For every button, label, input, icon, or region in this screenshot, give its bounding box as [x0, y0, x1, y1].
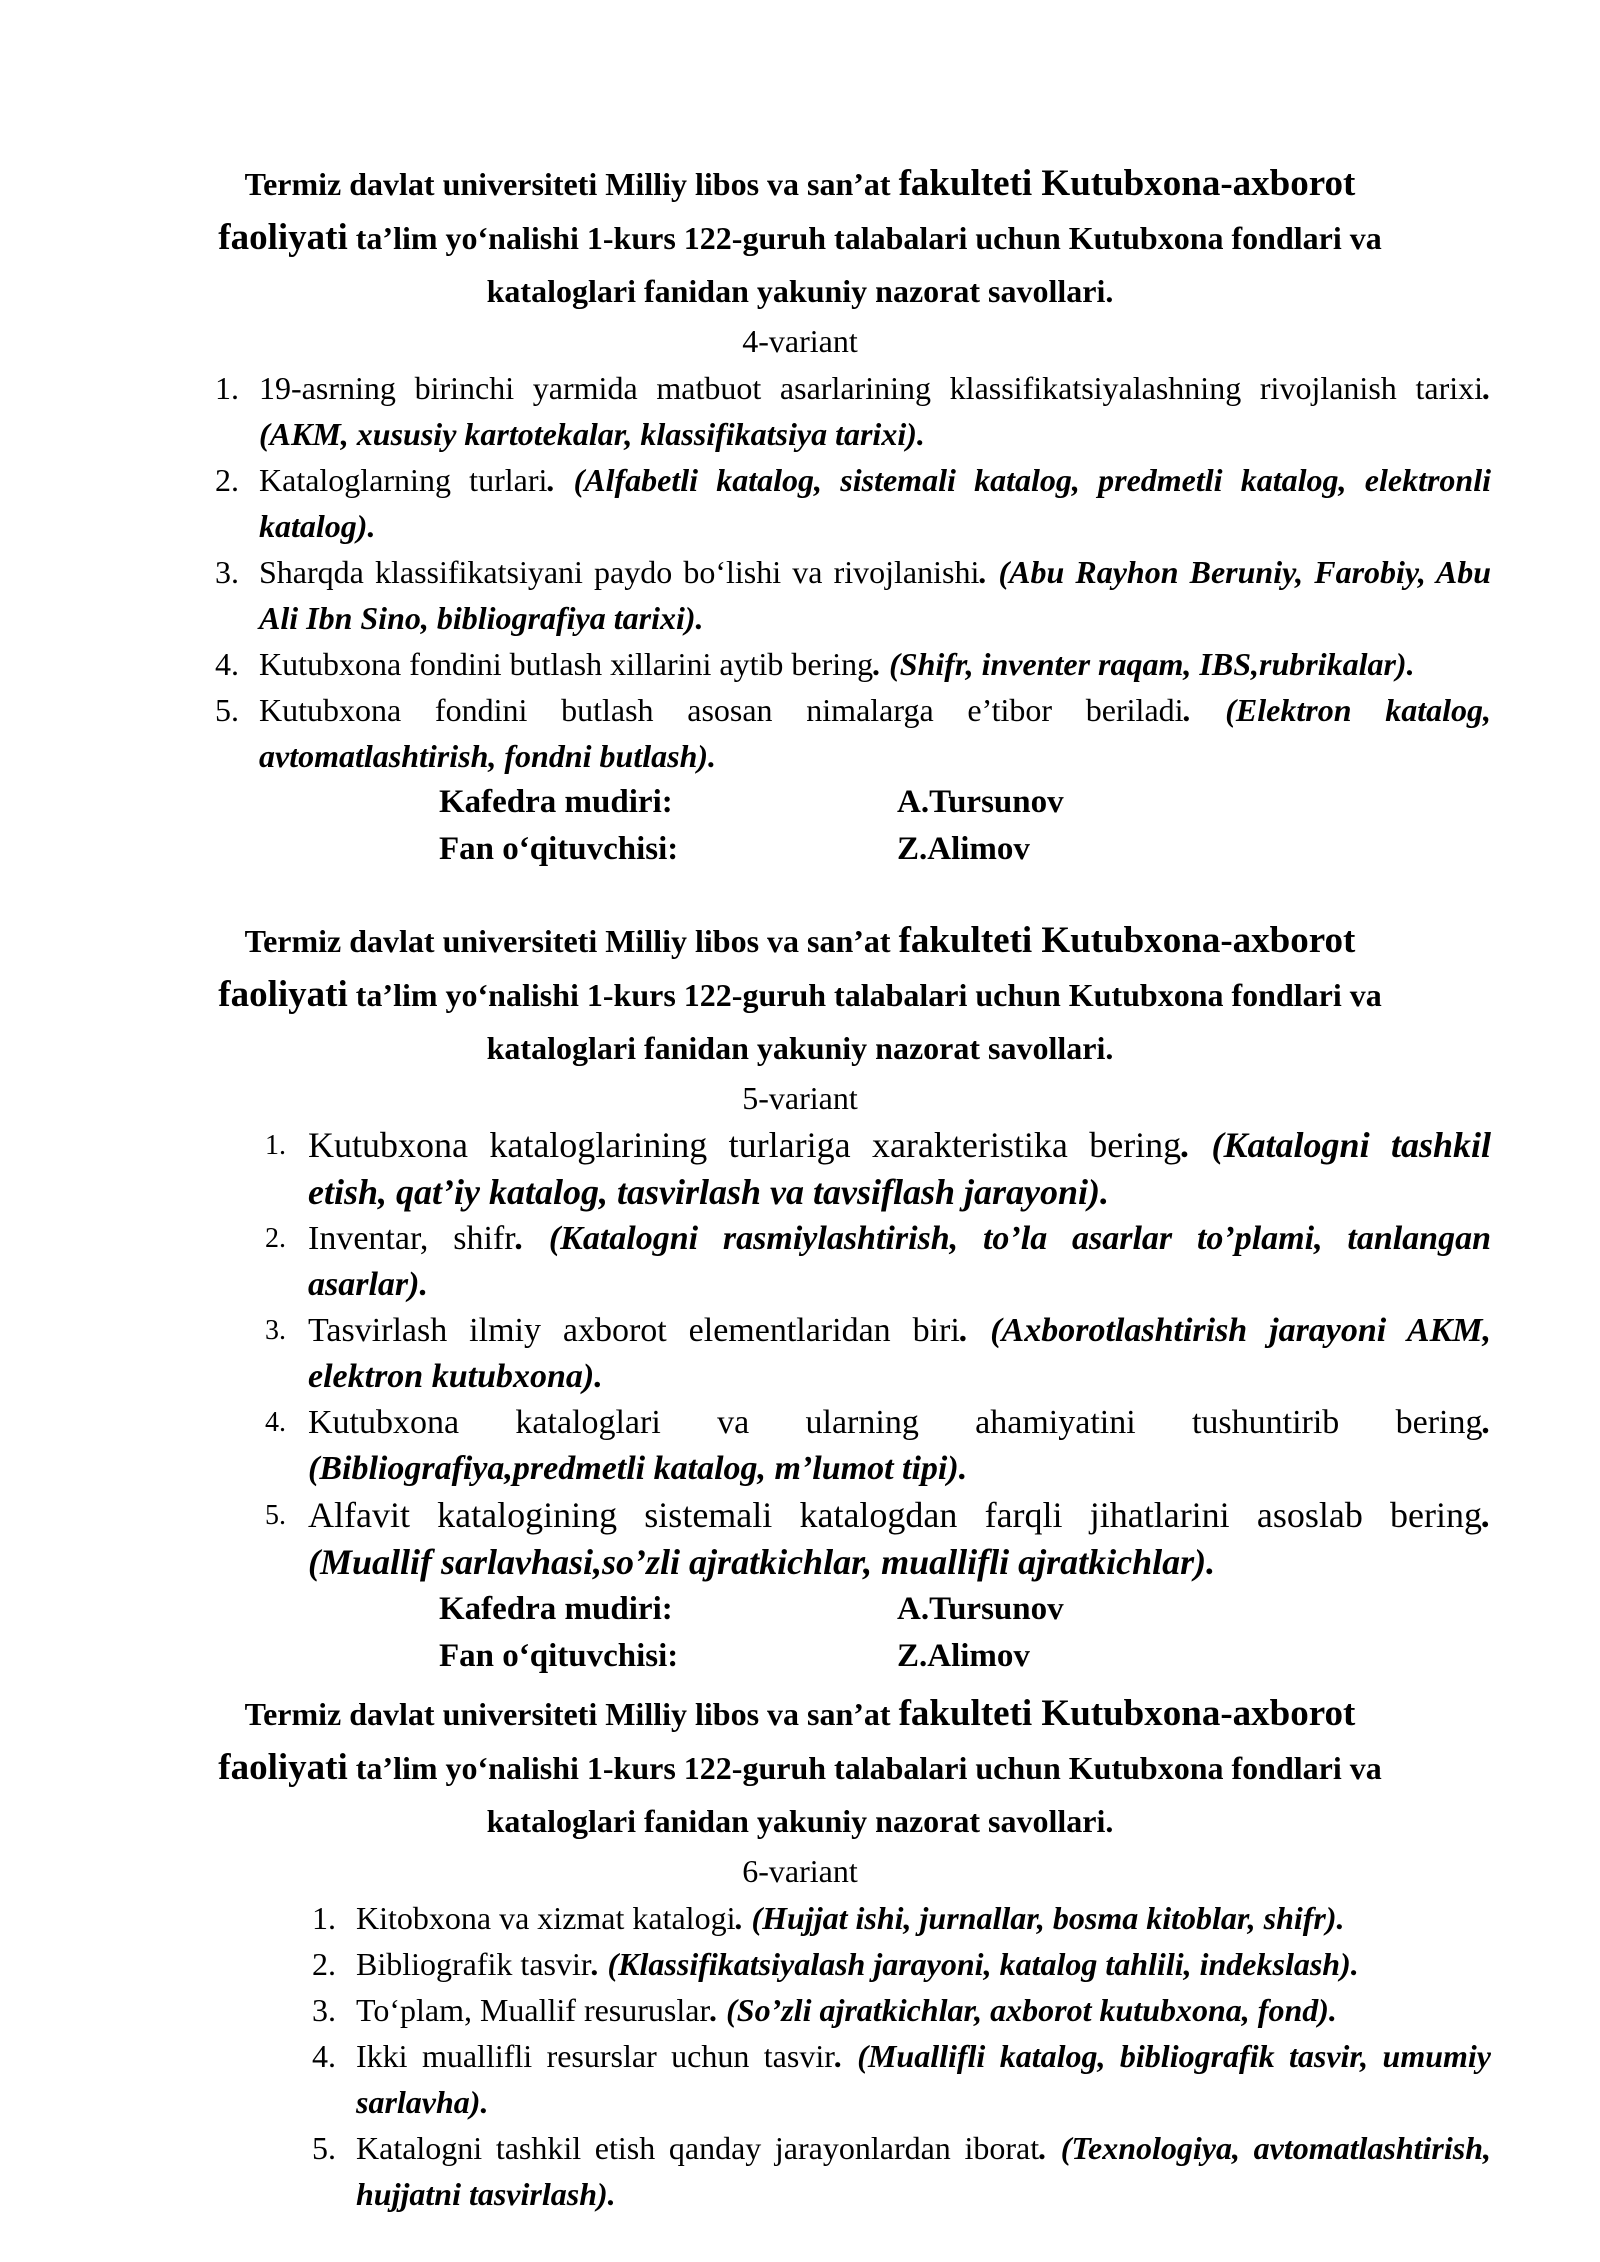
heading-text: ta’lim yo‘nalishi 1-kurs 122-guruh talabalari uchun Kutubxona fondlari va: [347, 977, 1382, 1013]
variant-label: 6-variant: [742, 1853, 858, 1889]
heading-text: kataloglari fanidan yakuniy nazorat savollari.: [486, 273, 1114, 309]
question-hint: . (Muallif sarlavhasi,so’zli ajratkichlar, muallifli ajratkichlar).: [308, 1495, 1491, 1582]
question-item: [215, 365, 1491, 457]
section-heading: [100, 1687, 1500, 1848]
question-list: [0, 1122, 1600, 1586]
question-number: 1.: [265, 1130, 286, 1161]
question-text: Kutubxona kataloglari va ularning ahamiyatini tushuntirib bering: [308, 1404, 1483, 1441]
question-hint: . (Shifr, inventer raqam, IBS,rubrikalar).: [873, 646, 1415, 682]
question-text: Kutubxona fondini butlash asosan nimalarga e’tibor beriladi: [259, 692, 1184, 728]
heading-text-large: fakulteti Kutubxona-axborot: [898, 920, 1356, 961]
question-number: 2.: [265, 1223, 286, 1254]
variant-label: 5-variant: [742, 1080, 858, 1116]
heading-text: kataloglari fanidan yakuniy nazorat savollari.: [486, 1803, 1114, 1839]
question-item: [265, 1492, 1491, 1586]
question-hint: . (Klassifikatsiyalash jarayoni, katalog tahlili, indekslash).: [591, 1946, 1359, 1982]
heading-text: Termiz davlat universiteti Milliy libos va san’at: [244, 1696, 899, 1732]
signature-row-teacher: [0, 826, 1600, 873]
question-item: [312, 1987, 1491, 2033]
section-heading: [100, 914, 1500, 1075]
question-hint: . (AKM, xususiy kartotekalar, klassifikatsiya tarixi).: [259, 370, 1491, 452]
question-text: Tasvirlash ilmiy axborot elementlaridan biri: [308, 1312, 960, 1349]
question-text: Alfavit katalogining sistemali katalogdan farqli jihatlarini asoslab bering: [308, 1495, 1482, 1535]
question-item: [215, 641, 1491, 687]
signature-role: Fan o‘qituvchisi:: [439, 1638, 679, 1674]
question-item: [265, 1122, 1491, 1216]
signature-name: Z.Alimov: [897, 1638, 1030, 1674]
heading-text: Termiz davlat universiteti Milliy libos va san’at: [244, 923, 899, 959]
question-text: Kataloglarning turlari: [259, 462, 548, 498]
question-hint: . (Texnologiya, avtomatlashtirish, hujjatni tasvirlash).: [356, 2130, 1492, 2212]
question-number: 5.: [215, 692, 239, 728]
question-item: [312, 1941, 1491, 1987]
question-number: 5.: [312, 2130, 336, 2166]
question-hint: . (Alfabetli katalog, sistemali katalog, predmetli katalog, elektronli katalog).: [259, 462, 1492, 544]
question-list: [0, 1895, 1600, 2217]
question-number: 4.: [215, 646, 239, 682]
question-text: Sharqda klassifikatsiyani paydo bo‘lishi va rivojlanishi: [259, 554, 980, 590]
section-heading: [100, 157, 1500, 318]
signature-name: A.Tursunov: [897, 784, 1064, 820]
signature-role: Kafedra mudiri:: [439, 784, 673, 820]
question-item: [265, 1308, 1491, 1400]
question-item: [312, 2125, 1492, 2217]
question-text: To‘plam, Muallif resuruslar: [356, 1992, 711, 2028]
signature-row-head: [0, 779, 1600, 826]
signature-name: A.Tursunov: [897, 1591, 1064, 1627]
question-number: 1.: [215, 370, 239, 406]
question-text: Katalogni tashkil etish qanday jarayonlardan iborat: [356, 2130, 1040, 2166]
question-text: Inventar, shifr: [308, 1220, 516, 1257]
variant-label: 4-variant: [742, 323, 858, 359]
heading-text: Termiz davlat universiteti Milliy libos va san’at: [244, 166, 899, 202]
signature-name: Z.Alimov: [897, 831, 1030, 867]
exam-section-5: [0, 914, 1600, 1680]
question-text: Kutubxona fondini butlash xillarini aytib bering: [259, 646, 874, 682]
question-hint: . (Hujjat ishi, jurnallar, bosma kitoblar, shifr).: [735, 1900, 1345, 1936]
heading-text: ta’lim yo‘nalishi 1-kurs 122-guruh talabalari uchun Kutubxona fondlari va: [347, 1750, 1382, 1786]
exam-section-4: [0, 157, 1600, 873]
question-text: Bibliografik tasvir: [356, 1946, 592, 1982]
question-text: 19-asrning birinchi yarmida matbuot asarlarining klassifikatsiyalashning rivojlanish tarixi: [259, 370, 1483, 406]
question-item: [215, 457, 1492, 549]
question-item: [265, 1216, 1491, 1308]
question-item: [215, 687, 1492, 779]
question-hint: . (Bibliografiya,predmetli katalog, m’lumot tipi).: [308, 1404, 1491, 1487]
question-hint: . (Katalogni tashkil etish, qat’iy katalog, tasvirlash va tavsiflash jarayoni).: [308, 1125, 1491, 1212]
question-list: [0, 365, 1600, 779]
question-number: 3.: [312, 1992, 336, 2028]
question-hint: . (Muallifli katalog, bibliografik tasvir, umumiy sarlavha).: [356, 2038, 1492, 2120]
heading-text-large: faoliyati: [218, 1747, 348, 1788]
question-item: [312, 1895, 1491, 1941]
question-text: Kutubxona kataloglarining turlariga xarakteristika bering: [308, 1125, 1182, 1165]
question-text: Kitobxona va xizmat katalogi: [356, 1900, 736, 1936]
signature-row-head: [0, 1586, 1600, 1633]
heading-text-large: fakulteti Kutubxona-axborot: [898, 1693, 1356, 1734]
signature-role: Fan o‘qituvchisi:: [439, 831, 679, 867]
heading-text-large: fakulteti Kutubxona-axborot: [898, 163, 1356, 204]
question-hint: . (Axborotlashtirish jarayoni AKM, elektron kutubxona).: [308, 1312, 1491, 1395]
exam-section-6: [0, 1687, 1600, 2217]
signature-role: Kafedra mudiri:: [439, 1591, 673, 1627]
question-number: 1.: [312, 1900, 336, 1936]
question-number: 2.: [312, 1946, 336, 1982]
question-item: [265, 1400, 1491, 1492]
heading-text: ta’lim yo‘nalishi 1-kurs 122-guruh talabalari uchun Kutubxona fondlari va: [347, 220, 1382, 256]
heading-text: kataloglari fanidan yakuniy nazorat savollari.: [486, 1030, 1114, 1066]
question-hint: . (Abu Rayhon Beruniy, Farobiy, Abu Ali Ibn Sino, bibliografiya tarixi).: [259, 554, 1492, 636]
question-item: [312, 2033, 1492, 2125]
question-number: 3.: [215, 554, 239, 590]
heading-text-large: faoliyati: [218, 974, 348, 1015]
question-number: 2.: [215, 462, 239, 498]
question-number: 4.: [265, 1407, 286, 1438]
question-number: 3.: [265, 1315, 286, 1346]
question-hint: . (So’zli ajratkichlar, axborot kutubxona, fond).: [710, 1992, 1337, 2028]
question-text: Ikki muallifli resurslar uchun tasvir: [356, 2038, 835, 2074]
question-number: 4.: [312, 2038, 336, 2074]
question-item: [215, 549, 1492, 641]
question-hint: . (Elektron katalog, avtomatlashtirish, fondni butlash).: [259, 692, 1492, 774]
heading-text-large: faoliyati: [218, 217, 348, 258]
question-hint: . (Katalogni rasmiylashtirish, to’la asarlar to’plami, tanlangan asarlar).: [308, 1220, 1491, 1303]
question-number: 5.: [265, 1500, 286, 1531]
signature-row-teacher: [0, 1633, 1600, 1680]
